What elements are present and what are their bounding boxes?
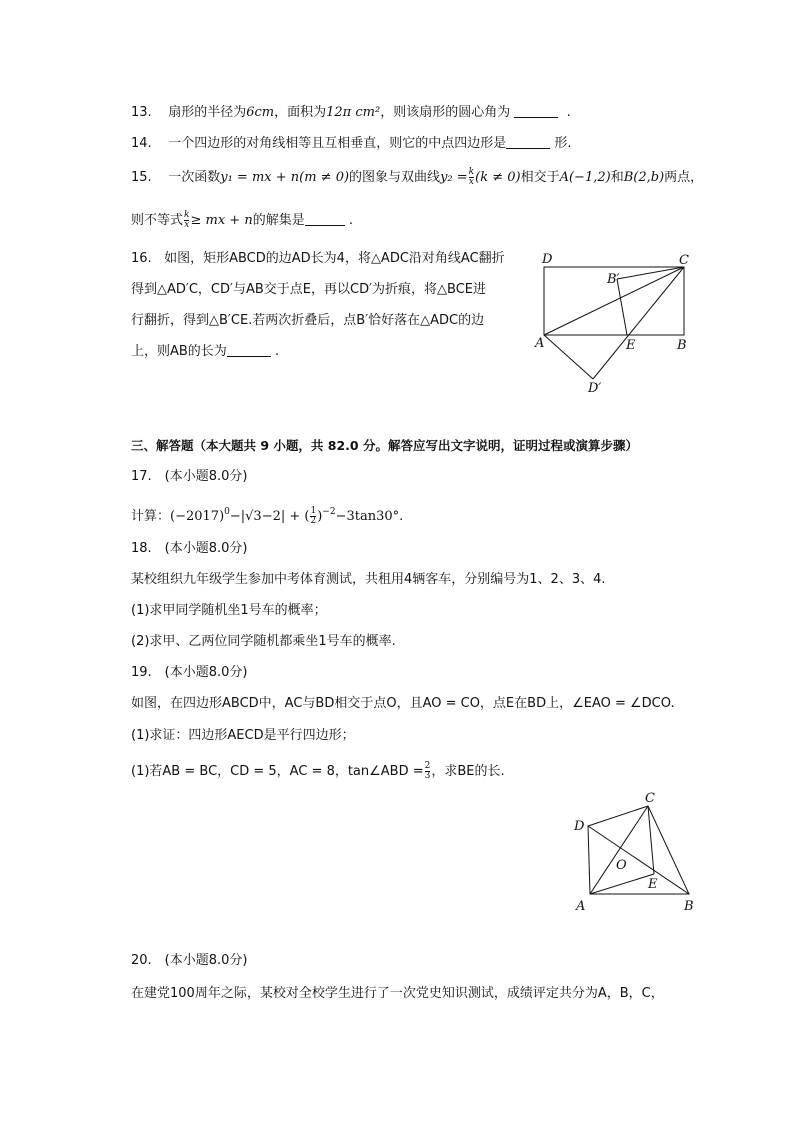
answer-blank [305,212,345,226]
segment-bprime-e [617,279,627,335]
label-c: C [679,253,689,268]
label-b: B [684,899,694,914]
q14-line: 14. 一个四边形的对角线相等且互相垂直，则它的中点四边形是 形. [131,136,572,151]
answer-blank [506,135,550,149]
fraction-k-over-x: $\frac{k}{x}$ [468,167,475,187]
q18-line3: (2)求甲、乙两位同学随机都乘坐1号车的概率. [131,634,396,649]
label-o: O [616,858,627,873]
diagonal-bd [588,826,689,894]
label-a: A [576,899,586,914]
q13-line: 13. 扇形的半径为6cm，面积为12π cm²，则该扇形的圆心角为 . [131,105,571,120]
q19-heading: 19. (本小题8.0分) [131,665,248,680]
q19-line3: (1)若AB = BC，CD = 5，AC = 8，tan∠ABD = $\frac{2}{3}$ ，求BE的长. [131,761,505,781]
q18-line2: (1)求甲同学随机坐1号车的概率； [131,603,327,618]
q16-line2: 得到△AD′C，CD′与AB交于点E，再以CD′为折痕，将△BCE进 [131,282,487,297]
section-3-heading: 三、解答题（本大题共 9 小题，共 82.0 分。解答应写出文字说明，证明过程或演算步骤） [131,438,638,453]
q17-expression: 计算：$(-2017)^0-|√3-2|$ + ( $\frac{1}{2}$ )$^{-2}$−3tan30°. [131,506,404,526]
fraction-two-thirds: $\frac{2}{3}$ [424,761,431,781]
label-a: A [535,336,545,351]
q19-line2: (1)求证：四边形AECD是平行四边形； [131,728,355,743]
label-dprime: D′ [588,381,602,396]
q15-line2: 则不等式 $\frac{k}{x}$ ≥ mx + n的解集是 . [131,210,353,230]
answer-blank [514,104,558,118]
segment-ae [590,874,654,894]
label-bprime: B′ [607,272,620,287]
label-b: B [677,338,687,353]
label-d: D [542,252,553,267]
fraction-k-over-x: $\frac{k}{x}$ [184,210,190,230]
segment-a-dprime [544,335,593,379]
q20-line1: 在建党100周年之际，某校对全校学生进行了一次党史知识测试，成绩评定共分为A，B，C， [131,986,664,1001]
q16-geometry-figure [530,248,700,398]
q16-line3: 行翻折，得到△B′CE.若两次折叠后，点B′恰好落在△ADC的边 [131,313,485,328]
q15-line1: 15. 一次函数y₁ = mx + n(m ≠ 0)的图象与双曲线y₂ = $\frac{k}{x}$ (k ≠ 0)相交于A(−1,2)和B(2,b)两点， [131,167,704,187]
q18-heading: 18. (本小题8.0分) [131,541,248,556]
fraction-one-half: $\frac{1}{2}$ [310,506,317,526]
q19-geometry-figure [566,790,706,920]
q20-heading: 20. (本小题8.0分) [131,953,248,968]
diagonal-ac [590,806,648,894]
label-e: E [626,338,636,353]
q16-line4: 上，则AB的长为 . [131,344,280,359]
label-c: C [645,791,655,806]
answer-blank [227,343,271,357]
quadrilateral-abcd [588,806,689,894]
q16-line1: 16. 如图，矩形ABCD的边AD长为4，将△ADC沿对角线AC翻折 [131,251,505,266]
q17-heading: 17. (本小题8.0分) [131,469,248,484]
label-e: E [648,877,658,892]
q18-line1: 某校组织九年级学生参加中考体育测试，共租用4辆客车，分别编号为1、2、3、4. [131,572,606,587]
label-d: D [574,819,585,834]
q19-line1: 如图，在四边形ABCD中，AC与BD相交于点O，且AO = CO，点E在BD上，∠EAO = ∠DCO. [131,696,675,711]
segment-c-bprime [617,267,684,279]
